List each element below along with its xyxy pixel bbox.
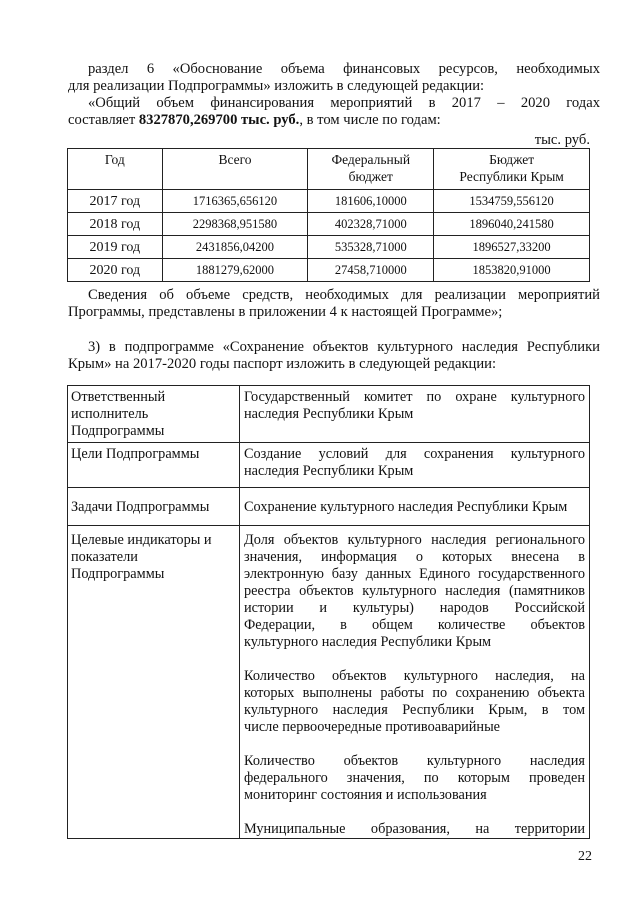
intro-line-2: для реализации Подпрограммы» изложить в следующей редакции: xyxy=(68,78,485,94)
value-line: культурного наследия Республики Крым xyxy=(244,634,492,650)
paragraph-gap xyxy=(244,804,585,821)
cell-total: 1716365,656120 xyxy=(162,190,308,213)
value-line: Количество объектов культурного наследия xyxy=(244,753,585,769)
value-line: Сохранение культурного наследия Республики Крым xyxy=(244,498,568,515)
passport-row-tasks xyxy=(68,488,590,526)
cell-federal: 402328,71000 xyxy=(308,213,434,236)
passport-label xyxy=(68,386,240,443)
cell-republic: 1853820,91000 xyxy=(434,259,590,282)
value-line: культурного наследия Республики Крым, в том xyxy=(244,702,585,718)
value-line: значения, информация о которых внесена в xyxy=(244,549,585,565)
table-row xyxy=(68,259,590,282)
cell-year: 2020 год xyxy=(68,259,163,282)
value-line: электронную базу данных Единого государственного xyxy=(244,566,585,582)
cell-republic: 1534759,556120 xyxy=(434,190,590,213)
passport-value xyxy=(240,443,590,488)
table-row xyxy=(68,236,590,259)
intro-line-3: «Общий объем финансирования мероприятий в 2017 – 2020 годах xyxy=(88,95,600,111)
header-republic: Бюджет Республики Крым xyxy=(434,149,590,190)
label-line: исполнитель xyxy=(71,406,149,422)
label-line: Ответственный xyxy=(71,389,166,405)
info-paragraph xyxy=(68,287,600,321)
passport-row-goals xyxy=(68,443,590,488)
value-line: Государственный комитет по охране культурного xyxy=(244,389,585,405)
intro-line-4 xyxy=(68,112,600,129)
cell-federal: 181606,10000 xyxy=(308,190,434,213)
cell-total: 2431856,04200 xyxy=(162,236,308,259)
cell-federal: 535328,71000 xyxy=(308,236,434,259)
cell-republic: 1896527,33200 xyxy=(434,236,590,259)
item3-line-2: Крым» на 2017-2020 годы паспорт изложить в следующей редакции: xyxy=(68,356,497,372)
value-line: реестра объектов культурного наследия (памятников xyxy=(244,583,585,599)
info-line-1: Сведения об объеме средств, необходимых для реализации мероприятий xyxy=(88,287,600,303)
passport-label xyxy=(68,526,240,839)
passport-label xyxy=(68,488,240,526)
passport-label xyxy=(68,443,240,488)
financing-table-header xyxy=(68,149,590,190)
paragraph-gap xyxy=(244,651,585,668)
value-line: Федерации, в общем количестве объектов xyxy=(244,617,585,633)
intro-line-4-pre: составляет xyxy=(68,112,139,128)
intro-paragraph xyxy=(68,61,600,129)
label-line: Подпрограммы xyxy=(71,423,165,439)
value-line: мониторинг состояния и использования xyxy=(244,787,487,803)
cell-year: 2018 год xyxy=(68,213,163,236)
intro-line-1: раздел 6 «Обоснование объема финансовых ресурсов, необходимых xyxy=(88,61,600,77)
value-line: истории и культуры) народов Российской xyxy=(244,600,585,616)
paragraph-gap xyxy=(244,736,585,753)
value-line: Муниципальные образования, на территории xyxy=(244,821,585,837)
value-line: Создание условий для сохранения культурного xyxy=(244,446,585,462)
header-federal: Федеральный бюджет xyxy=(308,149,434,190)
cell-total: 2298368,951580 xyxy=(162,213,308,236)
value-line: Доля объектов культурного наследия регионального xyxy=(244,532,585,548)
cell-republic: 1896040,241580 xyxy=(434,213,590,236)
financing-table xyxy=(67,148,590,282)
passport-row-indicators xyxy=(68,526,590,839)
label-line: Задачи Подпрограммы xyxy=(71,498,210,515)
label-line: Цели Подпрограммы xyxy=(71,446,200,462)
value-line: которых выполнены работы по сохранению объекта xyxy=(244,685,585,701)
item3-paragraph xyxy=(68,339,600,373)
value-line: федерального значения, по которым проведен xyxy=(244,770,585,786)
info-line-2: Программы, представлены в приложении 4 к настоящей Программе»; xyxy=(68,304,503,320)
cell-year: 2017 год xyxy=(68,190,163,213)
passport-table xyxy=(67,385,590,839)
value-line: Количество объектов культурного наследия, на xyxy=(244,668,585,684)
unit-label: тыс. руб. xyxy=(534,132,590,148)
intro-line-4-post: , в том числе по годам: xyxy=(299,112,441,128)
table-row xyxy=(68,213,590,236)
item3-line-1: 3) в подпрограмме «Сохранение объектов культурного наследия Республики xyxy=(88,339,600,355)
passport-value xyxy=(240,488,590,526)
cell-total: 1881279,62000 xyxy=(162,259,308,282)
cell-federal: 27458,710000 xyxy=(308,259,434,282)
table-row xyxy=(68,190,590,213)
total-amount: 8327870,269700 тыс. руб. xyxy=(138,112,300,128)
header-total: Всего xyxy=(162,149,308,190)
passport-value xyxy=(240,526,590,839)
header-year: Год xyxy=(68,149,163,190)
label-line: Подпрограммы xyxy=(71,566,165,582)
cell-year: 2019 год xyxy=(68,236,163,259)
page-number: 22 xyxy=(578,849,592,864)
value-line: числе первоочередные противоаварийные xyxy=(244,719,501,735)
value-line: наследия Республики Крым xyxy=(244,406,414,422)
passport-value xyxy=(240,386,590,443)
label-line: показатели xyxy=(71,549,138,565)
label-line: Целевые индикаторы и xyxy=(71,532,212,548)
passport-row-executor xyxy=(68,386,590,443)
value-line: наследия Республики Крым xyxy=(244,463,414,479)
